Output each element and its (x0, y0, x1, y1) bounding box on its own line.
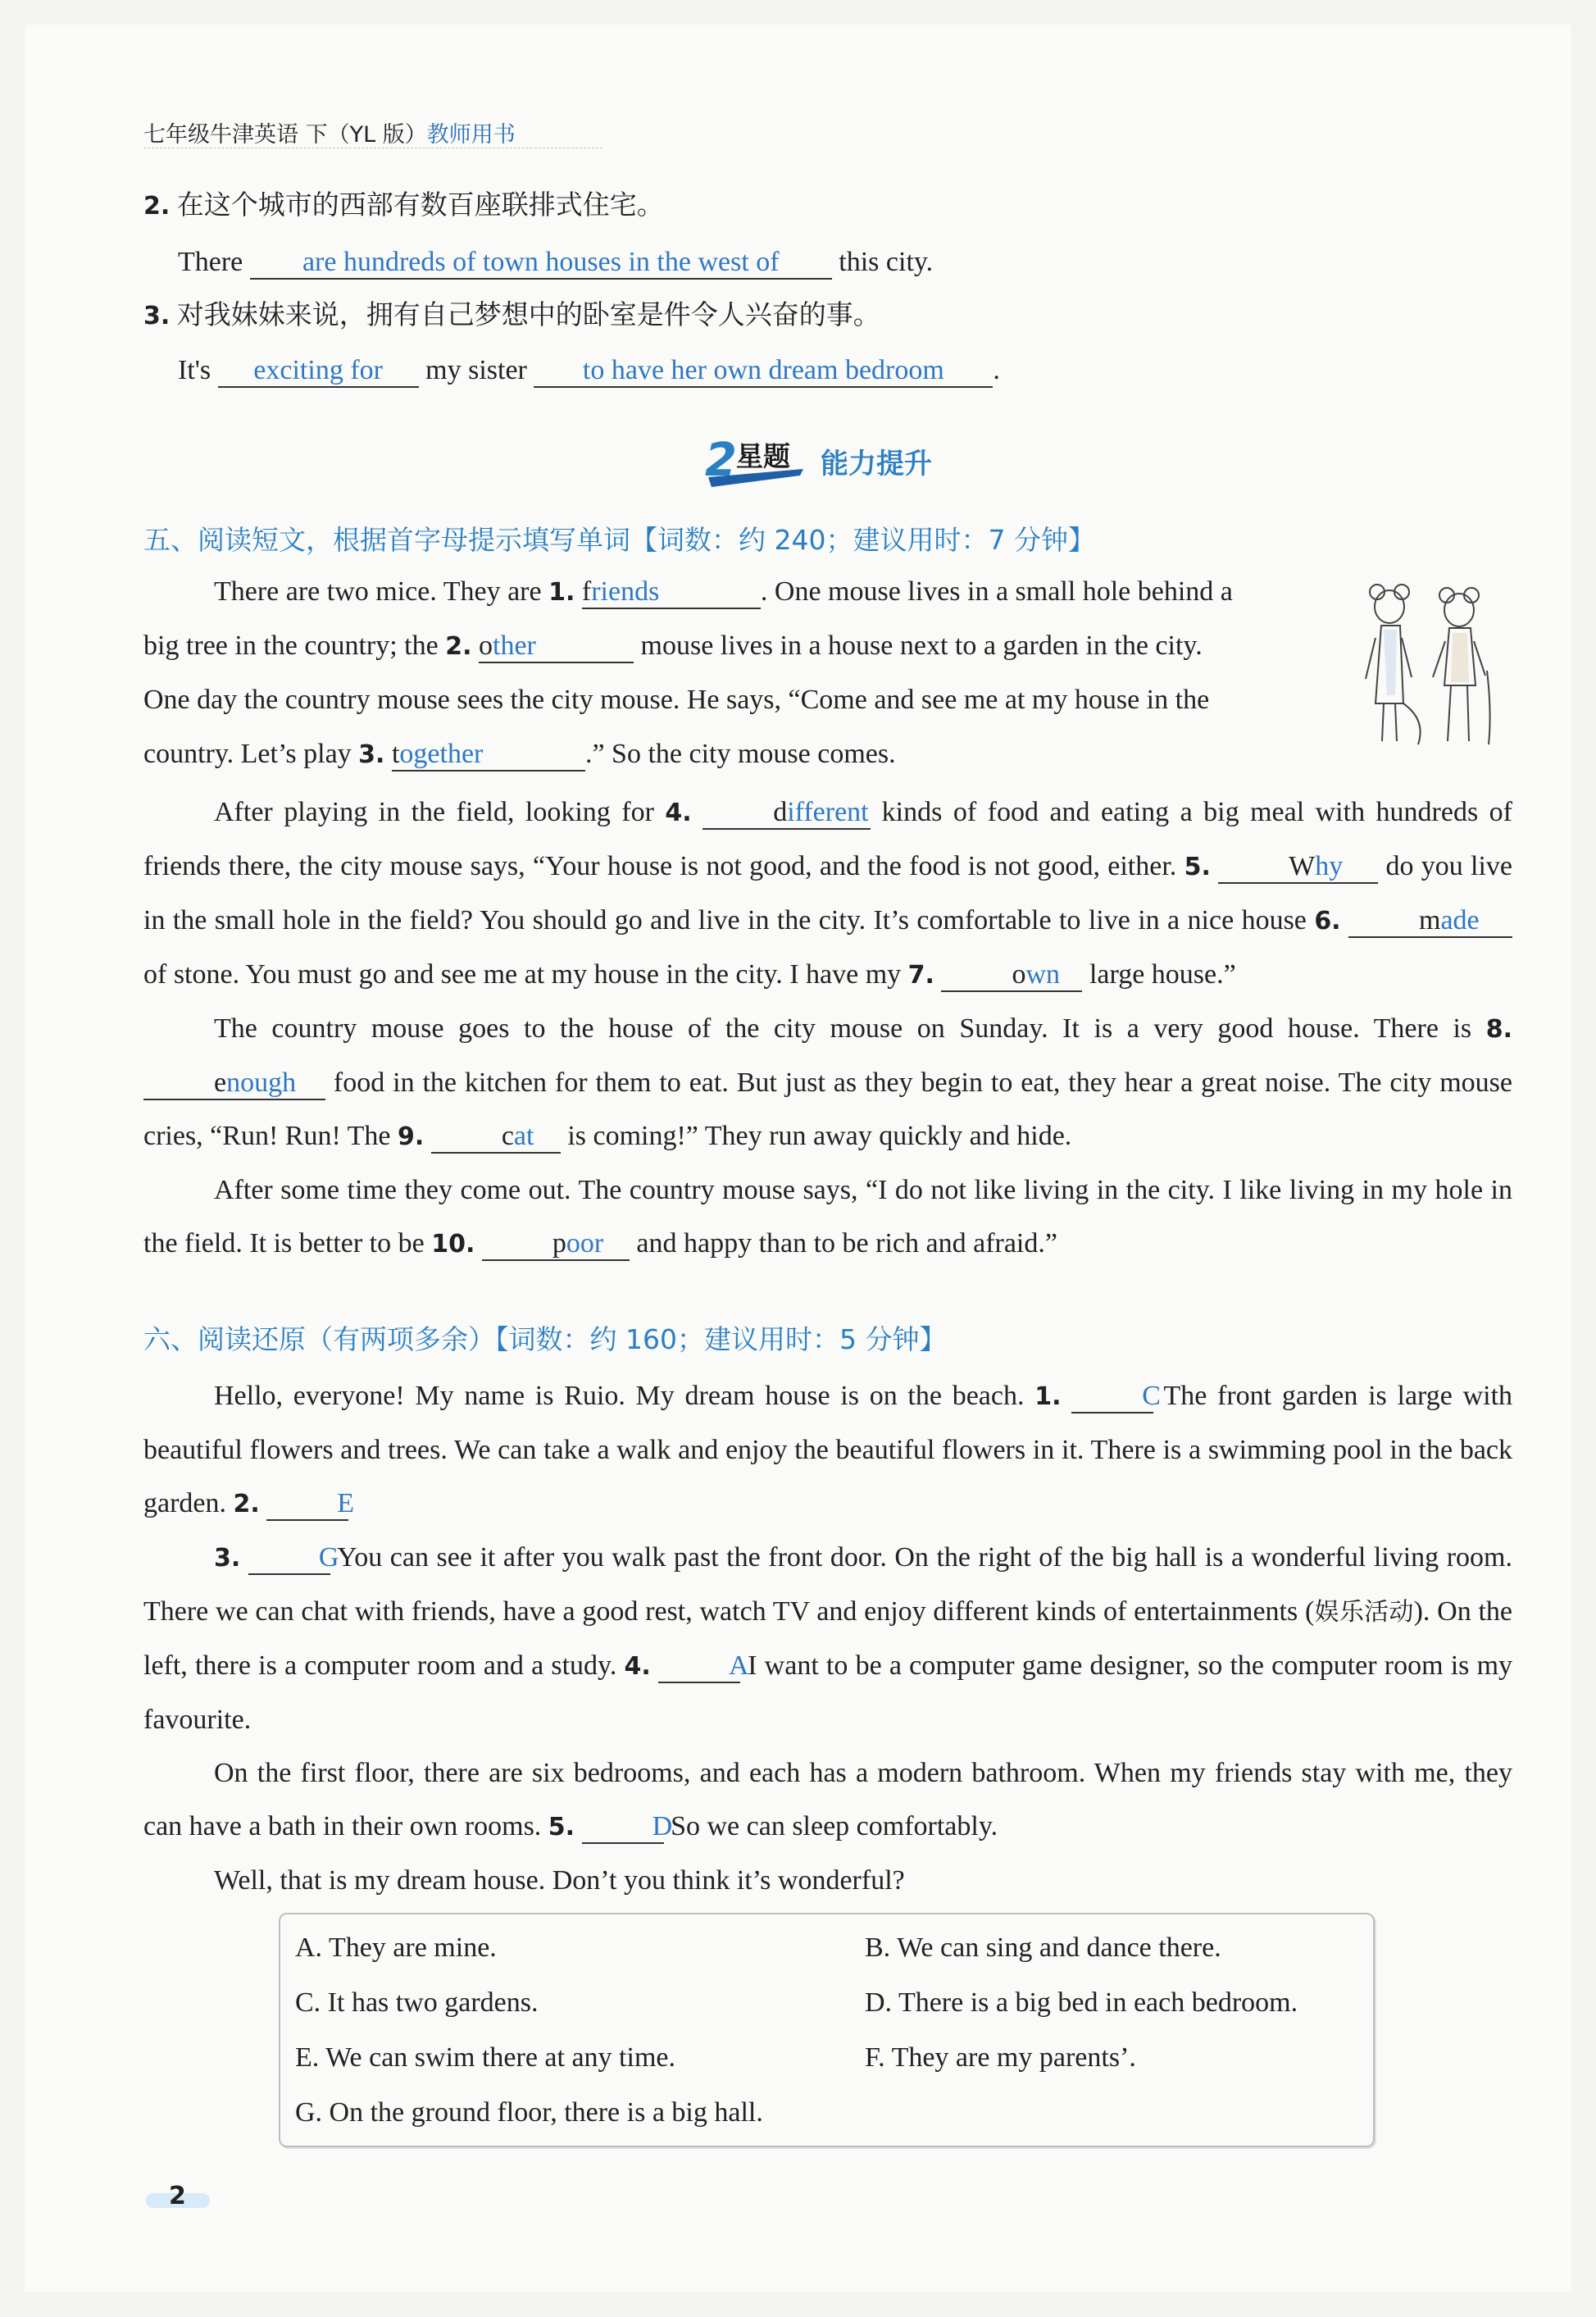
answer-text: ade (1440, 905, 1480, 935)
page-number (146, 2182, 211, 2211)
sentence-end: this city. (839, 247, 934, 277)
blank-number: 3. (214, 1544, 241, 1573)
fill-blank-10[interactable] (482, 1228, 630, 1261)
choice-blank-5[interactable]: D (582, 1811, 664, 1844)
letter-hint: o (1012, 959, 1026, 990)
fill-blank-8[interactable] (143, 1067, 325, 1100)
text: .” So the city mouse comes. (584, 739, 896, 769)
blank-number: 6. (1314, 907, 1341, 935)
text: There are two mice. They are (214, 576, 542, 607)
text: So we can sleep comfortably. (671, 1811, 998, 1841)
s5-line-1 (214, 574, 1233, 611)
answer-text: at (513, 1121, 534, 1151)
answer-text: oor (566, 1228, 604, 1259)
translation-q3-prompt (143, 297, 880, 335)
letter-hint: m (1419, 905, 1441, 935)
s5-line-3: One day the country mouse sees the city mouse. He says, “Come and see me at my house in the (143, 685, 1210, 715)
choice-blank-4[interactable]: A (658, 1650, 740, 1683)
text: After playing in the field, looking for (214, 797, 654, 827)
blank-number: 1. (548, 578, 575, 607)
text: ). On the left, there is a computer room and a study. (143, 1596, 1512, 1681)
answer-text: ther (493, 630, 536, 661)
sentence-end: . (993, 355, 1000, 385)
s5-line-2 (143, 628, 1203, 665)
letter-hint: p (552, 1228, 566, 1259)
section-5-title: 五、阅读短文，根据首字母提示填写单词【词数：约 240；建议用时：7 分钟】 (143, 524, 1095, 556)
text: After some time they come out. The country mouse says, “I do not like living in the city. I like living in my hole in the field. It is better to be (143, 1175, 1512, 1259)
blank-number: 9. (398, 1122, 425, 1151)
letter-hint: W (1289, 851, 1316, 881)
sentence-start: There (178, 247, 243, 277)
choice-blank-1[interactable]: C (1071, 1381, 1153, 1413)
translation-q3-answer-line (178, 353, 1000, 389)
option-e: E. We can swim there at any time. (295, 2042, 675, 2073)
header-book-label: 教师用书 (426, 122, 516, 148)
text: is coming!” They run away quickly and hide. (567, 1121, 1072, 1151)
two-star-badge-icon (703, 433, 810, 490)
fill-blank-4[interactable] (703, 797, 871, 830)
page-number-text: 2 (169, 2182, 186, 2210)
blank-number: 2. (445, 632, 472, 661)
blank-number: 5. (1184, 853, 1211, 881)
blank-number: 2. (233, 1490, 260, 1518)
letter-hint: d (773, 797, 788, 827)
option-a: A. They are mine. (295, 1932, 497, 1963)
blank-number: 7. (907, 961, 934, 990)
answer-text: ogether (399, 739, 484, 769)
text: mouse lives in a house next to a garden in the city. (640, 630, 1203, 661)
question-number: 3. (143, 302, 171, 330)
letter-hint: e (214, 1067, 227, 1098)
answer-blank[interactable]: to have her own dream bedroom (534, 355, 993, 388)
text: You can see it after you walk past the front door. On the right of the big hall is a wonderful living room. There we can chat with friends, have a good rest, watch TV and enjoy different kinds of entertainments ( (143, 1542, 1512, 1627)
running-header (143, 116, 516, 148)
blank-number: 8. (1485, 1015, 1512, 1044)
text: and happy than to be rich and afraid.” (636, 1228, 1057, 1259)
letter-hint: o (479, 630, 493, 661)
fill-blank-3[interactable] (392, 739, 585, 772)
option-d: D. There is a big bed in each bedroom. (865, 1987, 1298, 2018)
option-g: G. On the ground floor, there is a big hall. (295, 2097, 763, 2128)
svg-text:星题: 星题 (736, 440, 790, 472)
text: I want to be a computer game designer, so the computer room is my favourite. (143, 1650, 1513, 1735)
blank-number: 4. (624, 1652, 651, 1681)
text: The front garden is large with beautiful flowers and trees. We can take a walk and enjoy the beautiful flowers in it. There is a swimming pool in the back garden. (143, 1381, 1513, 1518)
option-f: F. They are my parents’. (865, 2042, 1136, 2073)
blank-number: 3. (358, 740, 385, 769)
answer-text: hy (1315, 851, 1344, 881)
chinese-gloss: 娱乐活动 (1314, 1598, 1414, 1627)
closing-line: Well, that is my dream house. Don’t you think it’s wonderful? (214, 1865, 905, 1896)
text: . One mouse lives in a small hole behind a (760, 576, 1233, 607)
s5-paragraph-2 (143, 785, 1512, 1271)
blank-number: 1. (1034, 1382, 1062, 1411)
sentence-middle: my sister (425, 355, 527, 385)
text: do you live in the small hole in the field? You should go and live in the city. It’s comfortable to live in a nice house (143, 851, 1513, 935)
text: of stone. You must go and see me at my house in the city. I have my (143, 959, 902, 990)
level-label: 能力提升 (821, 448, 932, 480)
letter-hint: t (391, 739, 400, 769)
text: country. Let’s play (143, 739, 352, 769)
blank-number: 10. (431, 1230, 475, 1259)
fill-blank-2[interactable] (479, 630, 634, 663)
blank-number: 5. (548, 1813, 575, 1841)
blank-number: 4. (665, 799, 692, 827)
fill-blank-1[interactable] (582, 576, 761, 609)
fill-blank-7[interactable] (941, 959, 1082, 992)
answer-blank[interactable]: exciting for (218, 355, 419, 388)
answer-text: wn (1025, 959, 1061, 990)
choice-blank-2[interactable]: E (266, 1488, 348, 1521)
fill-blank-9[interactable] (431, 1121, 561, 1154)
level-banner (703, 433, 982, 490)
s6-passage (143, 1369, 1512, 1907)
answer-text: ifferent (787, 797, 869, 827)
header-title: 七年级牛津英语 下（YL 版） (143, 122, 427, 148)
translation-q2-answer-line (178, 244, 933, 280)
text: food in the kitchen for them to eat. But just as they begin to eat, they hear a great noise. The city mouse cries, “Run! Run! The (143, 1067, 1512, 1151)
answer-text: nough (226, 1067, 297, 1098)
fill-blank-5[interactable] (1218, 851, 1378, 884)
answer-text: riends (591, 576, 660, 607)
choice-blank-3[interactable]: G (248, 1542, 330, 1575)
text: kinds of food and eating a big meal with hundreds of friends there, the city mouse says, “Your house is not good, and the food is not good, either. (143, 797, 1513, 881)
svg-text:2: 2 (705, 434, 737, 487)
text: large house.” (1089, 959, 1236, 990)
section-6-title: 六、阅读还原（有两项多余）【词数：约 160；建议用时：5 分钟】 (143, 1323, 947, 1355)
text: On the first floor, there are six bedrooms, and each has a modern bathroom. When my friends stay with me, they can have a bath in their own rooms. (143, 1758, 1512, 1841)
text: The country mouse goes to the house of the city mouse on Sunday. It is a very good house. There is (214, 1013, 1472, 1044)
two-mice-illustration (1344, 580, 1508, 753)
text: big tree in the country; the (143, 630, 439, 661)
sentence-start: It's (178, 355, 211, 385)
options-box (279, 1913, 1375, 2147)
translation-q2-prompt (143, 187, 664, 225)
text: Hello, everyone! My name is Ruio. My dream house is on the beach. (214, 1381, 1025, 1411)
letter-hint: f (581, 576, 592, 607)
option-b: B. We can sing and dance there. (865, 1932, 1221, 1963)
option-c: C. It has two gardens. (295, 1987, 539, 2018)
letter-hint: c (501, 1121, 514, 1151)
chinese-sentence: 对我妹妹来说，拥有自己梦想中的卧室是件令人兴奋的事。 (176, 298, 880, 330)
fill-blank-6[interactable] (1348, 905, 1512, 938)
answer-blank[interactable]: are hundreds of town houses in the west of (250, 247, 832, 280)
chinese-sentence: 在这个城市的西部有数百座联排式住宅。 (176, 189, 664, 221)
question-number: 2. (143, 192, 171, 221)
s5-line-4 (143, 736, 896, 773)
